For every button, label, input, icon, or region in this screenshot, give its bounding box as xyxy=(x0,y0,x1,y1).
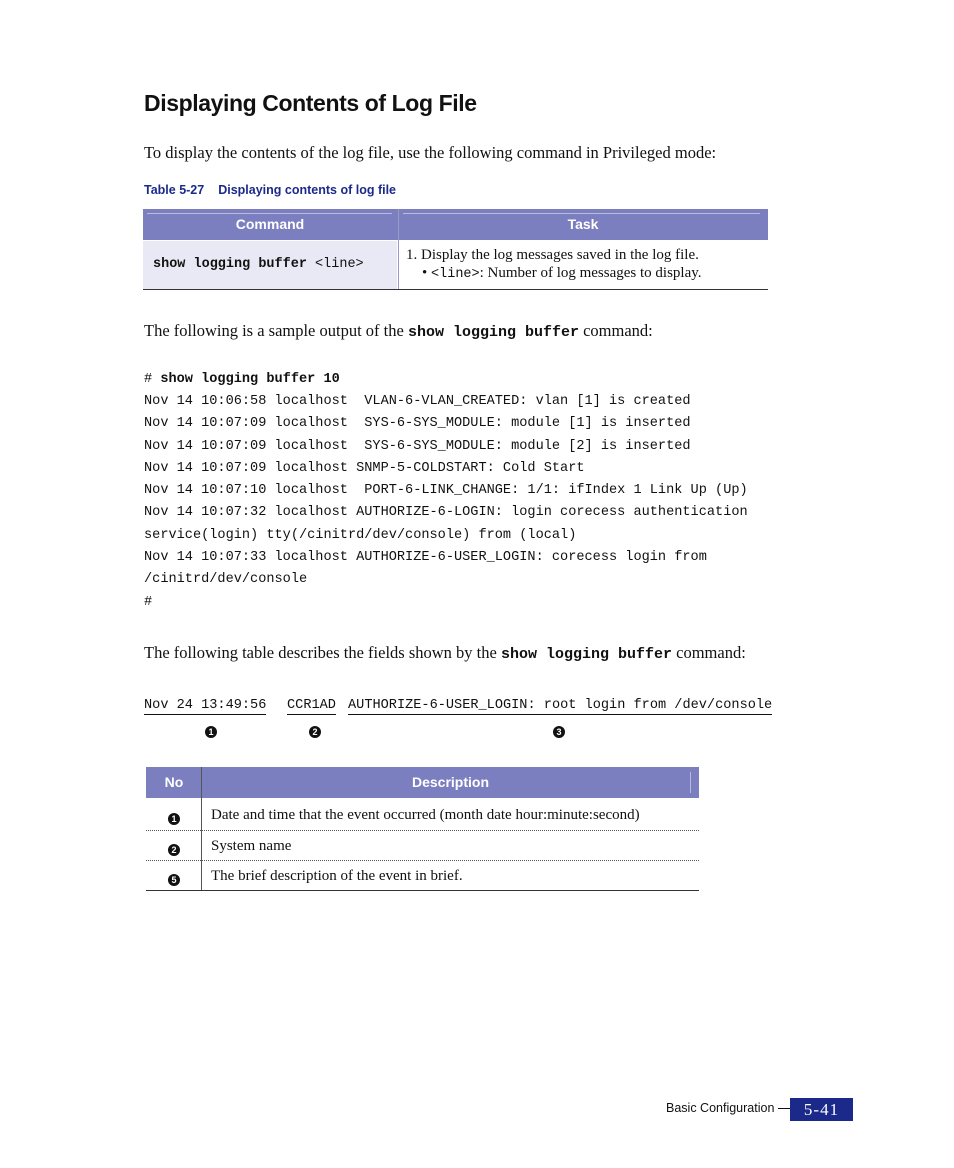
sample-intro-end: command: xyxy=(578,321,653,340)
sample-intro xyxy=(144,321,653,341)
desc-row xyxy=(146,801,699,831)
code-prompt: # xyxy=(144,372,161,387)
task-desc: : Number of log messages to display. xyxy=(479,265,702,281)
intro-paragraph: To display the contents of the log file, use the following command in Privileged mode: xyxy=(144,143,717,162)
header-task: Task xyxy=(567,216,599,232)
table-caption xyxy=(144,183,396,197)
code-command: show logging buffer 10 xyxy=(160,372,340,387)
code-line: Nov 14 10:06:58 localhost VLAN-6-VLAN_CREATED: vlan [1] is created xyxy=(144,394,691,409)
code-line: Nov 14 10:07:09 localhost SNMP-5-COLDSTART: Cold Start xyxy=(144,461,585,476)
sample-intro-text: The following is a sample output of the xyxy=(144,321,408,340)
example-host: CCR1AD xyxy=(287,698,336,713)
row-number: 2 xyxy=(168,844,180,856)
example-message: AUTHORIZE-6-USER_LOGIN: root login from /dev/console xyxy=(348,698,773,713)
marker-2: 2 xyxy=(309,724,321,739)
desc-table-header xyxy=(146,767,699,798)
row-number: 5 xyxy=(168,874,180,886)
marker-1: 1 xyxy=(205,724,217,739)
sample-intro-command: show logging buffer xyxy=(407,324,579,341)
command-table-header xyxy=(143,209,768,240)
row-description: System name xyxy=(211,838,292,854)
code-line: Nov 14 10:07:33 localhost AUTHORIZE-6-USER_LOGIN: corecess login from xyxy=(144,550,707,565)
task-line-2 xyxy=(422,265,702,282)
desc-row xyxy=(146,832,699,862)
fields-intro xyxy=(144,643,746,663)
table-caption-title: Displaying contents of log file xyxy=(218,183,397,197)
code-line: /cinitrd/dev/console xyxy=(144,572,308,587)
fields-intro-end: command: xyxy=(672,643,746,662)
code-line: Nov 14 10:07:09 localhost SYS-6-SYS_MODULE: module [2] is inserted xyxy=(144,439,691,454)
command-cell xyxy=(143,241,397,289)
desc-row xyxy=(146,862,699,892)
code-line: Nov 14 10:07:09 localhost SYS-6-SYS_MODULE: module [1] is inserted xyxy=(144,416,691,431)
code-line: Nov 14 10:07:10 localhost PORT-6-LINK_CHANGE: 1/1: ifIndex 1 Link Up (Up) xyxy=(144,483,748,498)
marker-3: 3 xyxy=(553,724,565,739)
command-name: show logging buffer xyxy=(153,257,307,272)
fields-intro-text: The following table describes the fields shown by the xyxy=(144,643,501,662)
row-description: The brief description of the event in brief. xyxy=(211,868,463,884)
task-line-1: 1. Display the log messages saved in the log file. xyxy=(406,247,699,263)
code-command-line xyxy=(144,372,340,387)
row-number: 1 xyxy=(168,813,180,825)
page-number: 5-41 xyxy=(790,1098,853,1121)
footer-section: Basic Configuration xyxy=(666,1101,775,1115)
code-line: Nov 14 10:07:32 localhost AUTHORIZE-6-LOGIN: login corecess authentication xyxy=(144,505,748,520)
header-command: Command xyxy=(235,216,305,232)
example-timestamp: Nov 24 13:49:56 xyxy=(144,698,267,713)
fields-intro-command: show logging buffer xyxy=(500,646,672,663)
header-description: Description xyxy=(411,774,489,790)
command-arg: <line> xyxy=(315,257,364,272)
task-bullet: • xyxy=(422,265,428,281)
row-description: Date and time that the event occurred (month date hour:minute:second) xyxy=(211,807,640,823)
code-line: service(login) tty(/cinitrd/dev/console) from (local) xyxy=(144,528,577,543)
table-caption-number: Table 5-27 xyxy=(144,183,205,197)
code-line: # xyxy=(144,595,153,610)
page-heading: Displaying Contents of Log File xyxy=(144,90,477,116)
header-no: No xyxy=(164,774,184,790)
task-arg: <line> xyxy=(431,267,480,282)
